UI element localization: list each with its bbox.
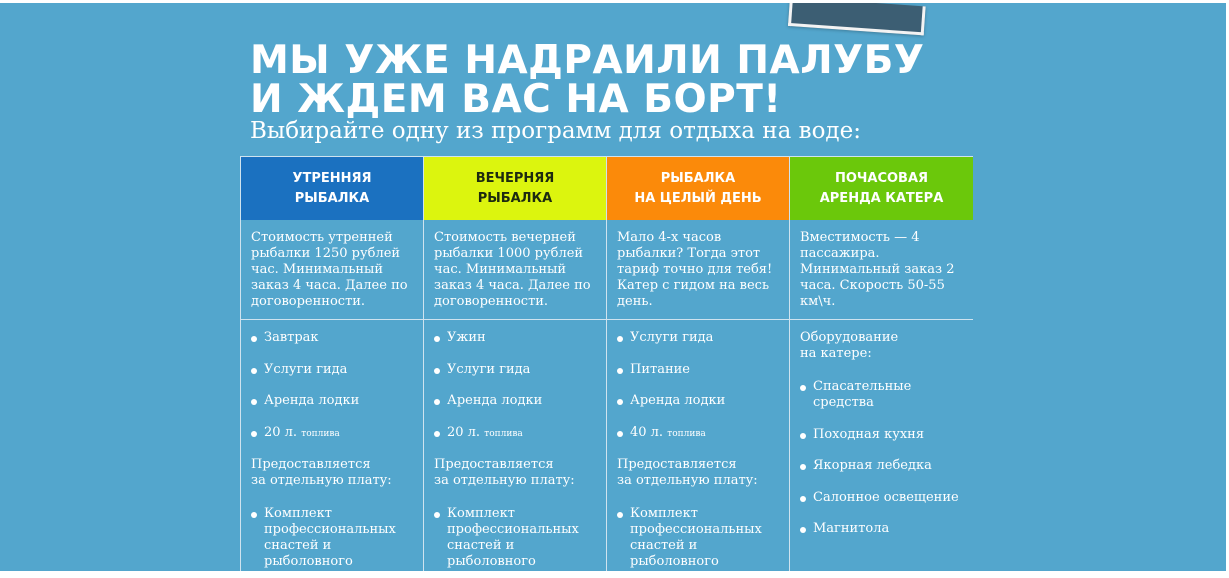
list-item: Комплект профессиональных снастей и рыболовного [251,506,414,570]
fuel-unit: топлива [667,428,706,439]
equipment-list [800,379,964,537]
program-hourly-features [790,320,973,537]
program-fullday-description: Мало 4-х часов рыбалки? Тогда этот тариф точно для тебя! Катер с гидом на весь день. [607,220,789,320]
program-morning-description: Стоимость утренней рыбалки 1250 рублей час. Минимальный заказ 4 часа. Далее по договоренности. [241,220,423,320]
program-evening-column [423,157,606,571]
program-fullday-title: РЫБАЛКА НА ЦЕЛЫЙ ДЕНЬ [634,170,762,206]
list-item: Ужин [434,330,597,346]
program-evening-title: ВЕЧЕРНЯЯ РЫБАЛКА [475,170,555,206]
list-item: Магнитола [800,521,964,537]
list-item: Услуги гида [617,330,780,346]
program-hourly-title: ПОЧАСОВАЯ АРЕНДА КАТЕРА [819,170,944,206]
program-evening-features [424,320,606,570]
list-item: Аренда лодки [434,393,597,409]
extra-label: Предоставляется за отдельную плату: [617,457,758,488]
section-title [250,38,925,122]
program-hourly-header[interactable] [790,157,973,220]
fuel-amount: 20 л. [447,424,481,440]
boat-photo [788,3,926,35]
fuel-item [434,425,597,442]
list-item: Питание [617,362,780,378]
list-item: Походная кухня [800,427,964,443]
list-item: Завтрак [251,330,414,346]
fuel-unit: топлива [301,428,340,439]
programs-table [240,156,973,571]
fuel-unit: топлива [484,428,523,439]
extra-list [251,506,414,570]
list-item: Аренда лодки [251,393,414,409]
extra-label: Предоставляется за отдельную плату: [434,457,575,488]
program-hourly-description: Вместимость — 4 пассажира. Минимальный заказ 2 часа. Скорость 50-55 км\ч. [790,220,973,320]
extra-label: Предоставляется за отдельную плату: [251,457,392,488]
program-fullday-features [607,320,789,570]
program-evening-header[interactable] [424,157,606,220]
included-list [434,330,597,442]
program-morning-header[interactable] [241,157,423,220]
list-item: Комплект профессиональных снастей и рыболовного [617,506,780,570]
list-item: Услуги гида [434,362,597,378]
included-list [251,330,414,442]
pricing-section [0,3,1226,571]
section-subtitle: Выбирайте одну из программ для отдыха на воде: [250,118,861,144]
program-fullday-header[interactable] [607,157,789,220]
list-item: Спасательные средства [800,379,964,411]
title-line-1: МЫ УЖЕ НАДРАИЛИ ПАЛУБУ [250,38,925,83]
list-item: Услуги гида [251,362,414,378]
fuel-item [251,425,414,442]
program-hourly-column [789,157,973,571]
list-item: Аренда лодки [617,393,780,409]
program-morning-title: УТРЕННЯЯ РЫБАЛКА [292,170,372,206]
fuel-item [617,425,780,442]
extra-list [434,506,597,570]
list-item: Комплект профессиональных снастей и рыболовного [434,506,597,570]
fuel-amount: 20 л. [264,424,298,440]
list-item: Якорная лебедка [800,458,964,474]
extra-list [617,506,780,570]
equipment-label: Оборудование на катере: [800,330,899,361]
program-morning-features [241,320,423,570]
program-fullday-column [606,157,789,571]
program-evening-description: Стоимость вечерней рыбалки 1000 рублей час. Минимальный заказ 4 часа. Далее по договоренности. [424,220,606,320]
included-list [617,330,780,442]
program-morning-column [240,157,423,571]
fuel-amount: 40 л. [630,424,664,440]
list-item: Салонное освещение [800,490,964,506]
title-line-2: И ЖДЕМ ВАС НА БОРТ! [250,77,782,122]
